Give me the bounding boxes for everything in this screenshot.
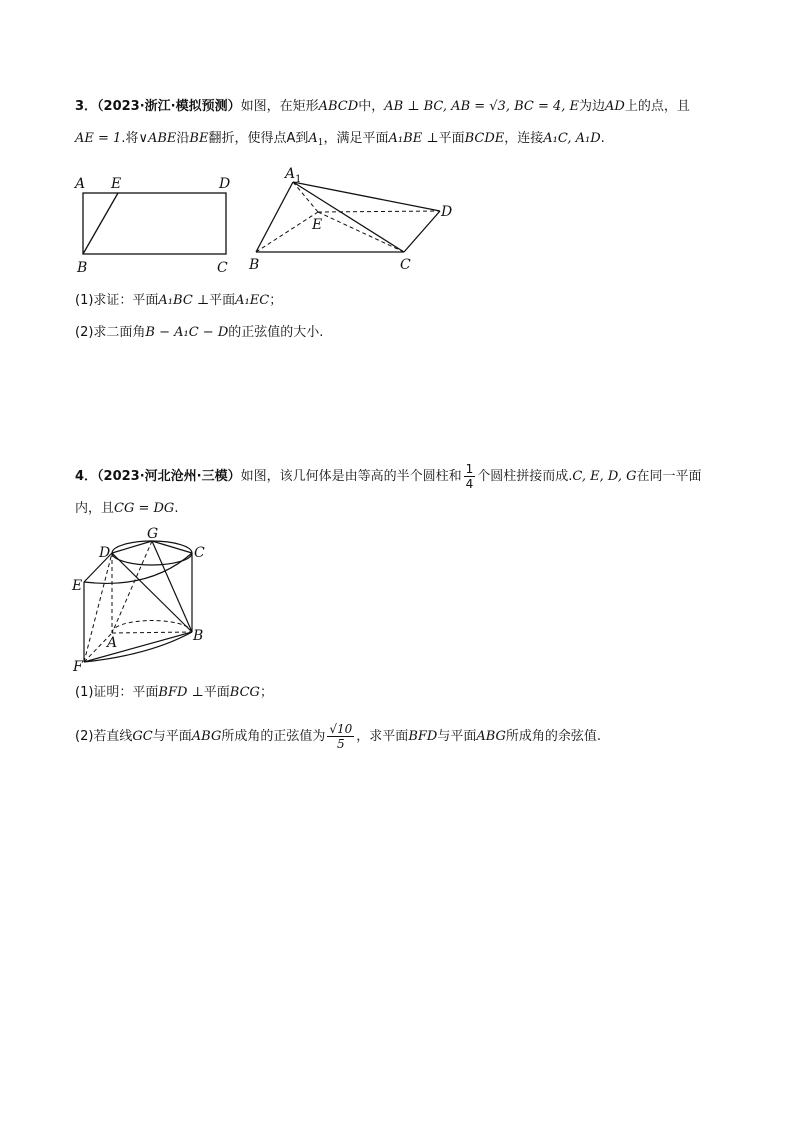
q4-text: 内，且 — [75, 501, 115, 516]
q4-text: 与平面 — [152, 729, 192, 744]
label-C: C — [217, 260, 228, 276]
q3-text: . — [600, 131, 605, 146]
q4-math: CG = DG — [114, 501, 175, 516]
q3-math: A₁EC — [235, 293, 270, 308]
q3-math: A — [308, 131, 318, 146]
q3-text: ，连接 — [504, 131, 544, 146]
q3-text: 平面 — [438, 131, 465, 146]
q4-source: （2023·河北沧州·三模） — [97, 469, 241, 484]
q4-math: C, E, D, G — [572, 469, 637, 484]
label-D: D — [441, 204, 453, 220]
q3-text: 的正弦值的大小. — [228, 325, 324, 340]
q3-source: （2023·浙江·模拟预测） — [97, 99, 241, 114]
q4-fraction-sqrt10-over-5: $\frac{√10}{5}$ — [329, 722, 353, 751]
segment-AB — [112, 632, 192, 633]
q3-text: 平面 — [209, 293, 236, 308]
label-G: G — [147, 526, 159, 542]
label-E: E — [111, 176, 122, 192]
q4-number: 4． — [75, 469, 98, 484]
q3-math: 1 — [317, 138, 324, 148]
q3-text: 翻折，使得点 — [208, 131, 287, 146]
segment-GB — [152, 541, 192, 632]
q4-text: 在同一平面 — [636, 469, 702, 484]
q4-part2 — [75, 722, 601, 751]
q3-math: ∨ABE — [138, 131, 177, 146]
q4-text: 平面 — [203, 685, 230, 700]
q3-text: 如图，在矩形 — [240, 99, 319, 114]
label-E: E — [72, 578, 83, 594]
q3-text: (2)求二面角 — [75, 325, 146, 340]
q3-math: BCDE — [464, 131, 505, 146]
q3-number: 3． — [75, 99, 98, 114]
q3-math: A₁BE ⊥ — [388, 131, 439, 146]
q4-part1 — [75, 684, 273, 702]
q3-math: AB ⊥ BC, AB = √3, BC = 4, E — [384, 99, 580, 114]
q4-text: 所成角的正弦值为 — [221, 729, 326, 744]
q3-text: 沿 — [176, 131, 190, 146]
label-B: B — [249, 257, 260, 273]
segment-FB — [84, 632, 192, 662]
q3-text: (1)求证：平面 — [75, 293, 159, 308]
q3-math: A₁C, A₁D — [543, 131, 601, 146]
label-C: C — [194, 545, 205, 561]
label-A: A — [107, 635, 118, 651]
label-E: E — [312, 217, 323, 233]
q3-math: A₁BC ⊥ — [158, 293, 210, 308]
q4-text: ； — [259, 685, 273, 700]
q3-math: AD — [605, 99, 625, 114]
q3-math: B − A₁C − D — [145, 325, 229, 340]
q3-text: 为边 — [579, 99, 606, 114]
q4-text: (2)若直线 — [75, 729, 133, 744]
q4-text: ，求平面 — [356, 729, 409, 744]
q3-math: ABCD — [318, 99, 359, 114]
label-A1: $A_1$ — [285, 166, 302, 185]
q4-text: (1)证明：平面 — [75, 685, 159, 700]
q3-math: AE = 1 — [75, 131, 122, 146]
label-D: D — [219, 176, 231, 192]
label-F: F — [73, 659, 83, 675]
bottom-half-arc — [112, 620, 192, 633]
q3-text: .将 — [121, 131, 139, 146]
q4-text: 所成角的余弦值. — [505, 729, 602, 744]
q4-text: 与平面 — [437, 729, 477, 744]
label-D: D — [99, 545, 111, 561]
q3-text: 上的点，且 — [624, 99, 690, 114]
q4-math: BFD ⊥ — [158, 685, 204, 700]
q3-text: 中， — [358, 99, 385, 114]
q3-math: BE — [189, 131, 209, 146]
q3-text: ； — [269, 293, 283, 308]
label-B: B — [193, 628, 204, 644]
top-ellipse — [112, 541, 192, 565]
q3-text: ，满足平面 — [323, 131, 389, 146]
q4-math: ABG — [191, 729, 222, 744]
label-C: C — [400, 257, 411, 273]
q4-math: GC — [132, 729, 153, 744]
q4-math: BFD — [408, 729, 438, 744]
q4-math: ABG — [476, 729, 506, 744]
label-A: A — [75, 176, 86, 192]
q3-text: A — [286, 131, 296, 146]
q4-math: BCG — [229, 685, 260, 700]
q4-fraction-quarter: $\frac{1}{4}$ — [465, 462, 474, 491]
label-B: B — [77, 260, 88, 276]
q4-text: . — [174, 501, 179, 516]
q3-text: 到 — [295, 131, 309, 146]
q4-text: 个圆柱拼接而成. — [477, 469, 573, 484]
q4-text: 如图，该几何体是由等高的半个圆柱和 — [240, 469, 462, 484]
